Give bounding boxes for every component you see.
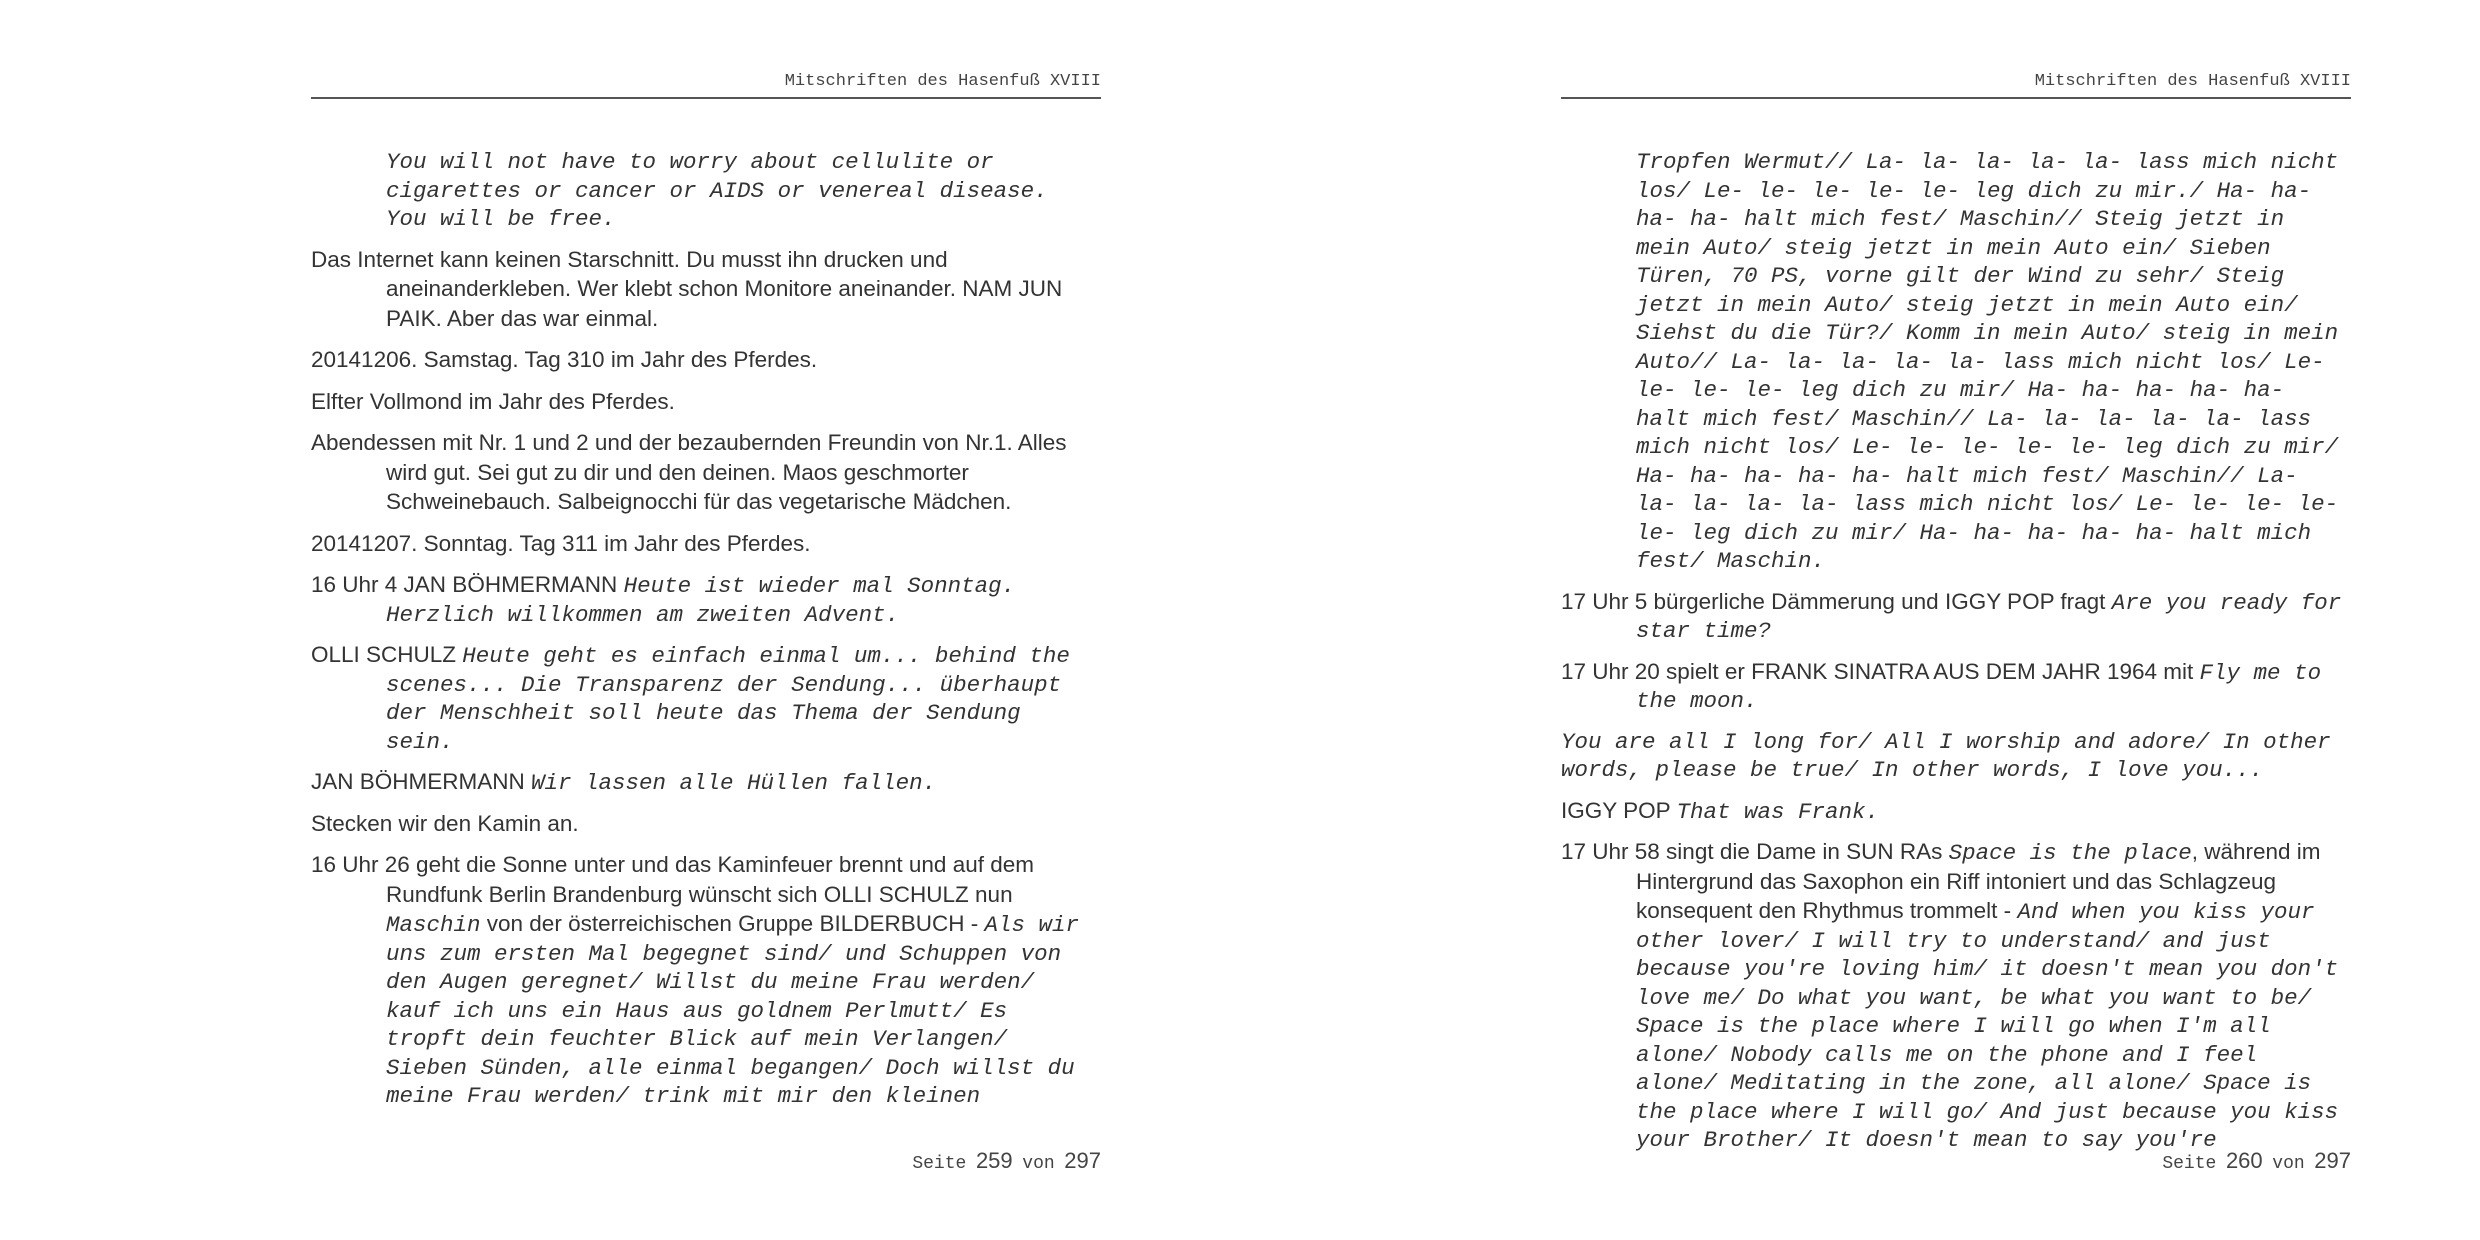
paragraph xyxy=(311,530,1101,560)
paragraph xyxy=(311,851,1101,1111)
page-sep: von xyxy=(1022,1154,1055,1174)
page-body xyxy=(1561,148,2351,1167)
paragraph xyxy=(311,346,1101,376)
text-run: 17 Uhr 5 bürgerliche Dämmerung und IGGY POP fragt xyxy=(1561,588,2112,614)
text-run: JAN BÖHMERMANN xyxy=(311,769,532,794)
page-total: 297 xyxy=(1064,1148,1101,1173)
text-run: OLLI SCHULZ xyxy=(311,642,463,667)
paragraph xyxy=(1561,588,2351,646)
paragraph xyxy=(311,148,1101,234)
text-run: 16 Uhr 4 JAN BÖHMERMANN xyxy=(311,572,624,597)
text-run: 17 Uhr 58 singt die Dame in SUN RAs xyxy=(1561,839,1949,864)
page-header: Mitschriften des Hasenfuß XVIII xyxy=(1561,72,2351,99)
text-run: Stecken wir den Kamin an. xyxy=(311,810,579,836)
text-run: IGGY POP xyxy=(1561,797,1677,823)
text-run: Als wir uns zum ersten Mal begegnet sind/ und Schuppen von den Augen geregnet/ Willst du meine Frau werden/ kauf ich uns ein Haus aus goldnem Perlmutt/ Es tropft dein feuchter Blick auf mein Verlangen/ Sieben Sünden, alle einmal begangen/ Doch willst du meine Frau werden/ trink mit mir den kleinen xyxy=(386,912,1079,1109)
paragraph xyxy=(311,388,1101,418)
text-run: Wir lassen alle Hüllen fallen. xyxy=(531,770,937,796)
text-run: , während im Hintergrund das Saxophon ein Riff intoniert und das Schlagzeug konsequent den Rhythmus trommelt - xyxy=(1636,839,2321,923)
text-run: 20141206. Samstag. Tag 310 im Jahr des Pferdes. xyxy=(311,347,818,372)
text-run: 17 Uhr 20 spielt er FRANK SINATRA AUS DEM JAHR 1964 mit xyxy=(1561,658,2200,684)
page-number: 260 xyxy=(2225,1148,2263,1173)
text-run: You are all I long for/ All I worship and adore/ In other words, please be true/ In other words, I love you... xyxy=(1561,728,2331,783)
text-run: Abendessen mit Nr. 1 und 2 und der bezaubernden Freundin von Nr.1. Alles wird gut. Sei gut zu dir und den deinen. Maos geschmorter Schweinebauch. Salbeignocchi für das vegetarische Mädchen. xyxy=(311,430,1067,514)
paragraph xyxy=(1561,728,2351,785)
paragraph xyxy=(1561,658,2351,716)
text-run: Maschin xyxy=(386,912,481,938)
text-run: Das Internet kann keinen Starschnitt. Du musst ihn drucken und aneinanderkleben. Wer klebt schon Monitore aneinander. NAM JUN PAIK. Aber das war einmal. xyxy=(311,246,1063,331)
text-run: You will not have to worry about cellulite or cigarettes or cancer or AIDS or venereal disease. You will be free. xyxy=(386,149,1048,232)
page-footer xyxy=(311,1148,1101,1174)
page-header: Mitschriften des Hasenfuß XVIII xyxy=(311,72,1101,99)
paragraph xyxy=(311,641,1101,756)
text-run: Space is the place xyxy=(1948,840,2192,866)
paragraph xyxy=(1561,148,2351,576)
text-run: Elfter Vollmond im Jahr des Pferdes. xyxy=(311,388,675,414)
text-run: Heute ist wieder mal Sonntag. Herzlich willkommen am zweiten Advent. xyxy=(386,573,1016,628)
text-run: 20141207. Sonntag. Tag 311 im Jahr des Pferdes. xyxy=(311,530,811,556)
text-run: Heute geht es einfach einmal um... behind the scenes... Die Transparenz der Sendung... überhaupt der Menschheit soll heute das Thema der Sendung sein. xyxy=(386,643,1070,755)
page-body xyxy=(311,148,1101,1123)
text-run: von der österreichischen Gruppe BILDERBUCH - xyxy=(480,911,985,936)
text-run: Tropfen Wermut// La- la- la- la- la- lass mich nicht los/ Le- le- le- le- le- leg dich zu mir./ Ha- ha- ha- ha- halt mich fest/ Maschin// Steig jetzt in mein Auto/ steig jetzt in mein Auto ein/ Sieben Türen, 70 PS, vorne gilt der Wind zu sehr/ Steig jetzt in mein Auto/ steig jetzt in mein Auto ein/ Siehst du die Tür?/ Komm in mein Auto/ steig in mein Auto// La- la- la- la- la- lass mich nicht los/ Le- le- le- le- leg dich zu mir/ Ha- ha- ha- ha- ha- halt mich fest/ Maschin// La- la- la- la- la- lass mich nicht los/ Le- le- le- le- le- leg dich zu mir/ Ha- ha- ha- ha- ha- halt mich fest/ Maschin// La- la- la- la- la- lass mich nicht los/ Le- le- le- le- le- leg dich zu mir/ Ha- ha- ha- ha- ha- halt mich fest/ Maschin. xyxy=(1636,149,2339,574)
right-page xyxy=(1240,0,2480,1240)
paragraph xyxy=(1561,838,2351,1155)
text-run: Are you ready for star time? xyxy=(1636,589,2342,644)
text-run: 16 Uhr 26 geht die Sonne unter und das Kaminfeuer brennt und auf dem Rundfunk Berlin Brandenburg wünscht sich OLLI SCHULZ nun xyxy=(311,852,1034,907)
paragraph xyxy=(311,246,1101,335)
paragraph xyxy=(311,571,1101,629)
page-number: 259 xyxy=(975,1148,1013,1173)
text-run: That was Frank. xyxy=(1676,798,1880,825)
page-label: Seite xyxy=(2162,1154,2217,1174)
page-label: Seite xyxy=(912,1154,967,1174)
page-sep: von xyxy=(2272,1154,2305,1174)
text-run: Fly me to the moon. xyxy=(1636,659,2322,714)
paragraph xyxy=(311,768,1101,798)
paragraph xyxy=(311,810,1101,840)
page-total: 297 xyxy=(2314,1148,2351,1173)
page-footer xyxy=(1561,1148,2351,1174)
text-run: And when you kiss your other lover/ I will try to understand/ and just because you're loving him/ it doesn't mean you don't love me/ Do what you want, be what you want to be/ Space is the place where I will go when I'm all alone/ Nobody calls me on the phone and I feel alone/ Meditating in the zone, all alone/ Space is the place where I will go/ And just because you kiss your Brother/ It doesn't mean to say you're xyxy=(1636,899,2339,1153)
paragraph xyxy=(311,429,1101,518)
paragraph xyxy=(1561,797,2351,827)
